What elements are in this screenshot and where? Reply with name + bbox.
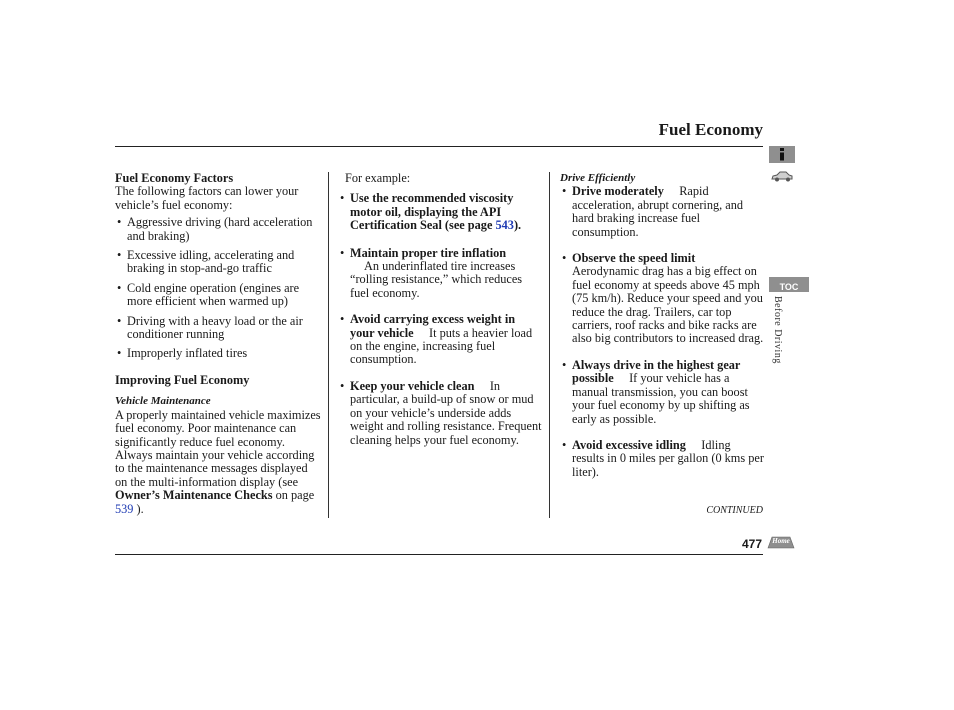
page-number: 477 xyxy=(741,537,762,551)
home-label: Home xyxy=(772,537,790,545)
list-item xyxy=(338,192,542,232)
item-text: It puts a heavier load on the engine, increasing fuel consumption. xyxy=(350,325,533,367)
item-text: Rapid acceleration, abrupt cornering, and hard braking increase fuel consumption. xyxy=(572,184,744,239)
list-item: • Improperly inflated tires xyxy=(115,347,321,360)
list-item: • Cold engine operation (engines are more efficient when warmed up) xyxy=(115,282,321,309)
car-icon xyxy=(769,168,795,184)
column-2 xyxy=(338,172,542,447)
toc-label: TOC xyxy=(779,282,799,292)
column-divider xyxy=(549,172,550,518)
item-bold: Keep your vehicle clean xyxy=(350,378,475,393)
maintenance-ref-mid: on page xyxy=(275,488,315,503)
continued-label: CONTINUED xyxy=(706,505,763,516)
column-1 xyxy=(115,172,321,516)
item-bold: Avoid carrying excess weight in your vehicle xyxy=(350,312,516,340)
toc-tab[interactable] xyxy=(769,277,809,292)
list-item xyxy=(338,247,542,301)
list-item xyxy=(560,359,764,426)
header-rule xyxy=(115,146,763,147)
list-item: • Excessive idling, accelerating and braking in stop-and-go traffic xyxy=(115,249,321,276)
info-icon xyxy=(769,146,795,163)
maintenance-ref-end: ). xyxy=(136,501,144,516)
item-bold: Drive moderately xyxy=(572,184,664,199)
item-bold: Observe the speed limit xyxy=(572,251,696,266)
item-text: If your vehicle has a manual transmission, you can boost your fuel economy by up shifting as early as possible. xyxy=(572,371,750,426)
drive-subheading: Drive Efficiently xyxy=(560,172,636,184)
item-text: Aerodynamic drag has a big effect on fuel economy at speeds above 45 mph (75 km/h). Reduce your speed and you reduce the drag. Trailers, car top carriers, roof racks and bike racks are also big contributors to increased drag. xyxy=(572,264,764,346)
maintenance-subheading: Vehicle Maintenance xyxy=(115,395,211,408)
list-item xyxy=(338,380,542,447)
list-item xyxy=(560,185,764,239)
improving-heading: Improving Fuel Economy xyxy=(115,372,250,387)
list-item xyxy=(338,313,542,367)
factors-heading: Fuel Economy Factors xyxy=(115,171,234,185)
item-bold: Avoid excessive idling xyxy=(572,437,686,452)
example-intro: For example: xyxy=(345,171,411,185)
column-3 xyxy=(560,172,764,479)
list-item xyxy=(560,252,764,346)
maintenance-body: A properly maintained vehicle maximizes fuel economy. Poor maintenance can significantly reduce fuel economy. Always maintain your vehicle according to the maintenance messages displayed on the multi-information display (see xyxy=(115,407,321,489)
list-item: • Aggressive driving (hard acceleration and braking) xyxy=(115,216,321,243)
maintenance-text xyxy=(115,409,321,516)
section-tab-before-driving[interactable]: Before Driving xyxy=(772,296,783,364)
page-link-543[interactable]: 543 xyxy=(495,218,514,233)
item-text: Idling results in 0 miles per gallon (0 kms per liter). xyxy=(572,437,764,479)
info-tab[interactable] xyxy=(769,146,795,163)
car-tab[interactable] xyxy=(769,168,795,184)
footer-rule xyxy=(115,554,763,555)
item-tail: ). xyxy=(513,218,522,233)
item-text: An underinflated tire increases “rolling resistance,” which reduces fuel economy. xyxy=(350,259,523,300)
list-item: • Driving with a heavy load or the air conditioner running xyxy=(115,315,321,342)
list-item xyxy=(560,439,764,479)
item-bold: Maintain proper tire inflation xyxy=(350,245,507,260)
maintenance-ref-title: Owner’s Maintenance Checks xyxy=(115,488,273,503)
factors-intro: The following factors can lower your vehicle’s fuel economy: xyxy=(115,184,299,212)
page-title: Fuel Economy xyxy=(658,120,763,139)
page-link-539[interactable]: 539 xyxy=(115,501,134,516)
column-divider xyxy=(328,172,329,518)
item-bold: Always drive in the highest gear possible xyxy=(572,357,741,386)
item-text: In particular, a build-up of snow or mud on your vehicle’s underside adds weight and rolling resistance. Frequent cleaning helps your fuel economy. xyxy=(350,378,542,447)
home-button[interactable] xyxy=(767,534,795,550)
item-bold: Use the recommended viscosity motor oil, displaying the API Certification Seal (see page xyxy=(350,191,514,233)
